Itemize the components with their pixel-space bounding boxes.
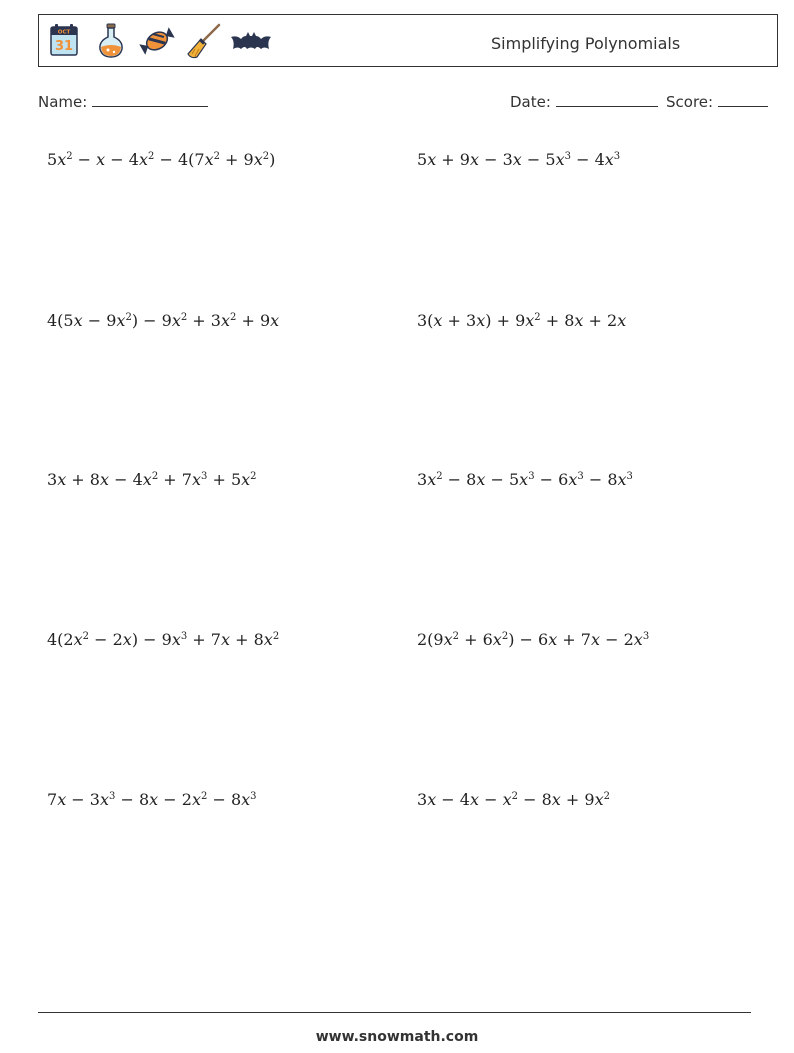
problem-9: $7x - 3x^3 - 8x - 2x^2 - 8x^3$ (47, 790, 257, 809)
score-field[interactable] (666, 92, 768, 111)
problem-1: $5x^2 - x - 4x^2 - 4(7x^2 + 9x^2)$ (47, 150, 276, 169)
calendar-oct-31-icon (45, 21, 85, 61)
worksheet-header (38, 14, 778, 67)
name-blank[interactable] (92, 92, 208, 107)
candy-icon (137, 21, 177, 61)
name-label: Name: (38, 93, 88, 111)
problem-7: $4(2x^2 - 2x) - 9x^3 + 7x + 8x^2$ (47, 630, 280, 649)
worksheet-title: Simplifying Polynomials (491, 34, 681, 53)
calendar-day: 31 (54, 39, 74, 54)
header-icons (45, 21, 273, 61)
footer-divider (38, 1012, 751, 1013)
name-field[interactable] (38, 92, 208, 111)
score-blank[interactable] (718, 92, 768, 107)
broom-icon (183, 21, 223, 61)
potion-flask-icon (91, 21, 131, 61)
problem-10: $3x - 4x - x^2 - 8x + 9x^2$ (417, 790, 610, 809)
footer-website[interactable]: www.snowmath.com (315, 1029, 479, 1045)
problem-8: $2(9x^2 + 6x^2) - 6x + 7x - 2x^3$ (417, 630, 650, 649)
calendar-month: OCT (57, 29, 71, 36)
score-label: Score: (666, 93, 714, 111)
date-field[interactable] (510, 92, 658, 111)
date-label: Date: (510, 93, 551, 111)
date-blank[interactable] (556, 92, 658, 107)
problem-4: $3(x + 3x) + 9x^2 + 8x + 2x$ (417, 311, 627, 330)
problem-5: $3x + 8x - 4x^2 + 7x^3 + 5x^2$ (47, 470, 257, 489)
problem-2: $5x + 9x - 3x - 5x^3 - 4x^3$ (417, 150, 621, 169)
bat-icon (229, 21, 273, 61)
problem-3: $4(5x - 9x^2) - 9x^2 + 3x^2 + 9x$ (47, 311, 280, 330)
problem-6: $3x^2 - 8x - 5x^3 - 6x^3 - 8x^3$ (417, 470, 633, 489)
